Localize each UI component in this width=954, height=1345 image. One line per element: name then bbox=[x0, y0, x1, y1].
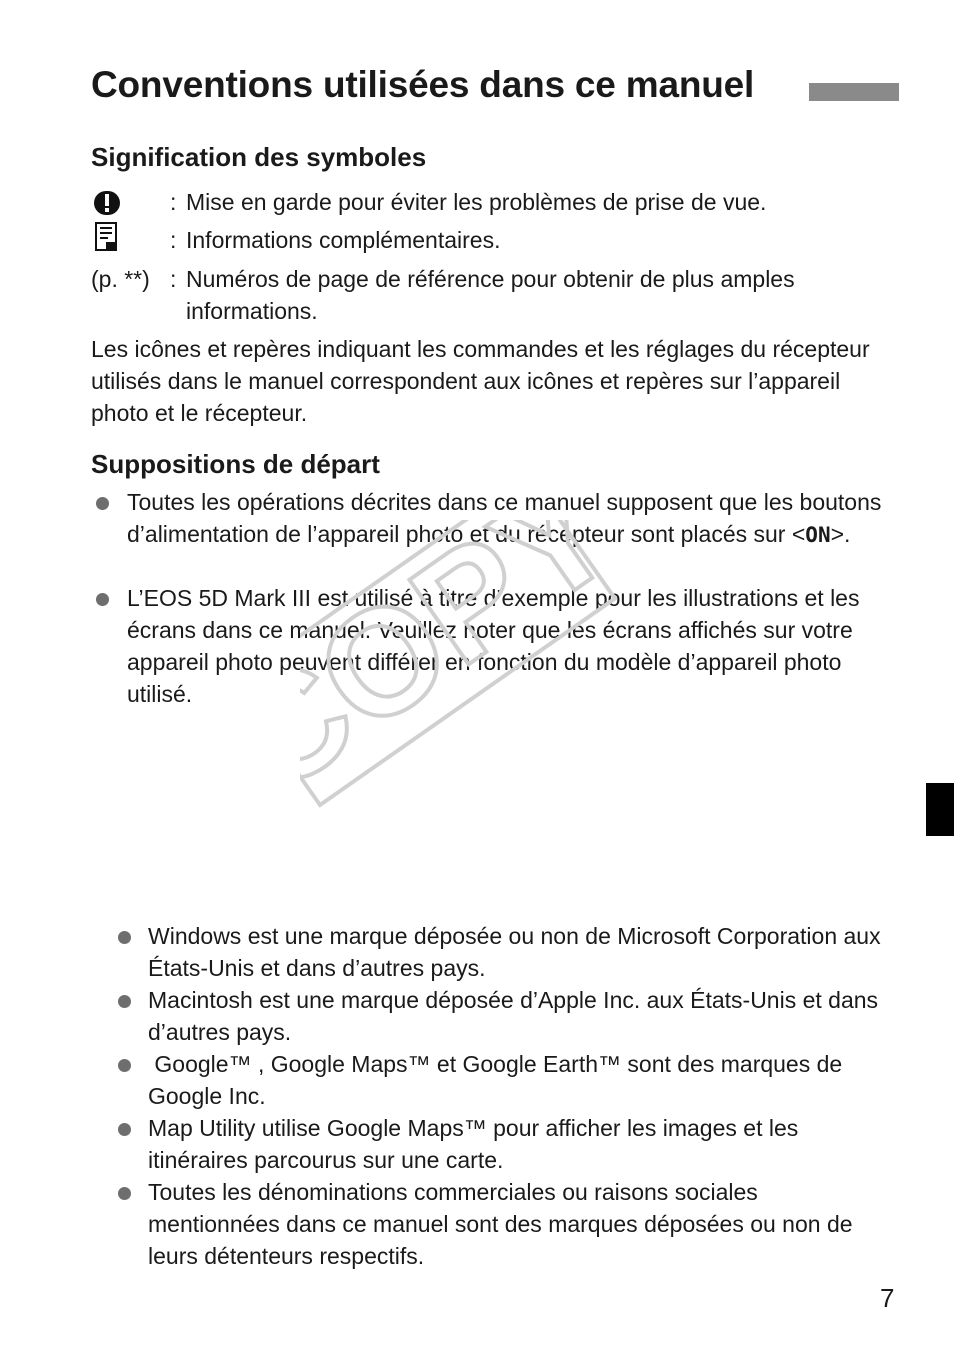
trademark-item: Windows est une marque déposée ou non de Microsoft Corporation aux États-Unis et dans d’autres pays. bbox=[148, 923, 881, 981]
symbol-colon: : bbox=[170, 189, 177, 215]
symbol-text-memo: Informations complémentaires. bbox=[186, 227, 501, 253]
memo-icon bbox=[94, 222, 120, 252]
caution-icon bbox=[93, 189, 121, 217]
trademark-item: Macintosh est une marque déposée d’Apple Inc. aux États-Unis et dans d’autres pays. bbox=[148, 987, 879, 1045]
assumption-item: L’EOS 5D Mark III est utilisé à titre d’exemple pour les illustrations et les écrans dans ce manuel. Veuillez noter que les écrans affichés sur votre appareil photo peuvent différer en fonction du modèle d’appareil photo utilisé. bbox=[127, 585, 860, 707]
bullet-icon bbox=[96, 497, 109, 510]
bullet-icon bbox=[118, 1059, 131, 1072]
assumption-item bbox=[127, 486, 902, 551]
bullet-icon bbox=[96, 593, 109, 606]
trademark-item: Map Utility utilise Google Maps™ pour afficher les images et les itinéraires parcourus sur une carte. bbox=[148, 1115, 799, 1173]
assumption-text: Toutes les opérations décrites dans ce manuel supposent que les boutons d’alimentation de l’appareil photo et du récepteur sont placés sur < bbox=[127, 489, 882, 547]
symbols-heading: Signification des symboles bbox=[91, 142, 427, 172]
bullet-icon bbox=[118, 1123, 131, 1136]
page-reference-key: (p. **) bbox=[91, 266, 150, 292]
title-decoration-bar bbox=[809, 83, 899, 101]
page-number: 7 bbox=[880, 1283, 895, 1313]
chapter-tab-marker bbox=[926, 783, 954, 836]
trademark-item: Toutes les dénominations commerciales ou raisons sociales mentionnées dans ce manuel sont des marques déposées ou non de leurs détenteurs respectifs. bbox=[148, 1179, 853, 1269]
bullet-icon bbox=[118, 995, 131, 1008]
bullet-icon bbox=[118, 1187, 131, 1200]
symbol-colon: : bbox=[170, 266, 177, 292]
symbol-text-page-reference: Numéros de page de référence pour obtenir de plus amples informations. bbox=[186, 266, 795, 324]
symbol-text-caution: Mise en garde pour éviter les problèmes de prise de vue. bbox=[186, 189, 767, 215]
trademark-item: Google™ , Google Maps™ et Google Earth™ sont des marques de Google Inc. bbox=[148, 1051, 849, 1109]
watermark-text: COPY bbox=[300, 520, 640, 820]
assumption-text-end: >. bbox=[830, 521, 851, 547]
symbols-paragraph: Les icônes et repères indiquant les commandes et les réglages du récepteur utilisés dans le manuel correspondent aux icônes et repères sur l’appareil photo et le récepteur. bbox=[91, 336, 870, 426]
assumptions-heading: Suppositions de départ bbox=[91, 449, 380, 479]
bullet-icon bbox=[118, 931, 131, 944]
symbol-colon: : bbox=[170, 227, 177, 253]
on-position-label: ON bbox=[805, 523, 831, 547]
page-title: Conventions utilisées dans ce manuel bbox=[91, 64, 755, 105]
